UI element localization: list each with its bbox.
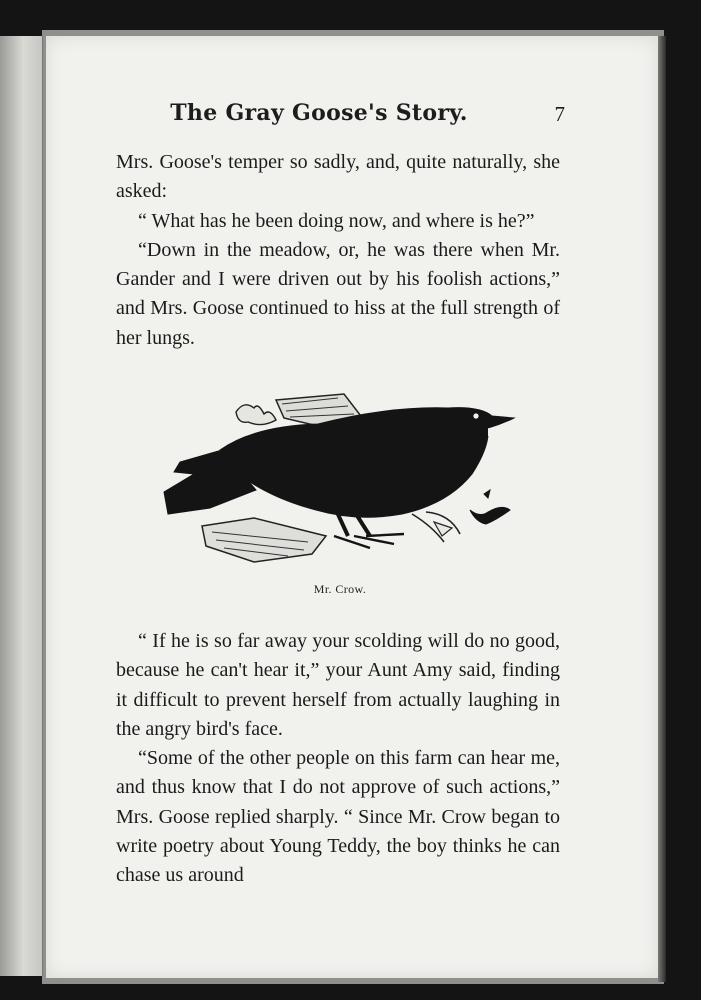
page-number: 7 bbox=[554, 102, 565, 126]
facing-page-edge bbox=[0, 36, 43, 976]
page-shadow bbox=[658, 36, 666, 982]
text-block-bottom bbox=[116, 627, 560, 891]
paragraph: “ If he is so far away your scolding will do no good, because he can't hear it,” your Aunt Amy said, finding it difficult to prevent herself from actually laughing in the angry bird's face. bbox=[116, 630, 560, 740]
running-title: The Gray Goose's Story. bbox=[170, 100, 468, 126]
paragraph: “Down in the meadow, or, he was there when Mr. Gander and I were driven out by his foolish actions,” and Mrs. Goose continued to hiss at the full strength of her lungs. bbox=[116, 238, 560, 349]
illustration-caption: Mr. Crow. bbox=[313, 582, 367, 596]
text-block-top bbox=[116, 148, 560, 353]
crow-engraving bbox=[164, 394, 514, 562]
crow-illustration bbox=[158, 386, 518, 576]
paragraph: Mrs. Goose's temper so sadly, and, quite naturally, she asked: bbox=[116, 151, 560, 203]
paragraph: “Some of the other people on this farm can hear me, and thus know that I do not approve of such actions,” Mrs. Goose replied sharply. “ Since Mr. Crow began to write poetry about Young Teddy, the boy thinks he can chase us around bbox=[116, 747, 560, 887]
paragraph: “ What has he been doing now, and where is he?” bbox=[138, 209, 535, 232]
